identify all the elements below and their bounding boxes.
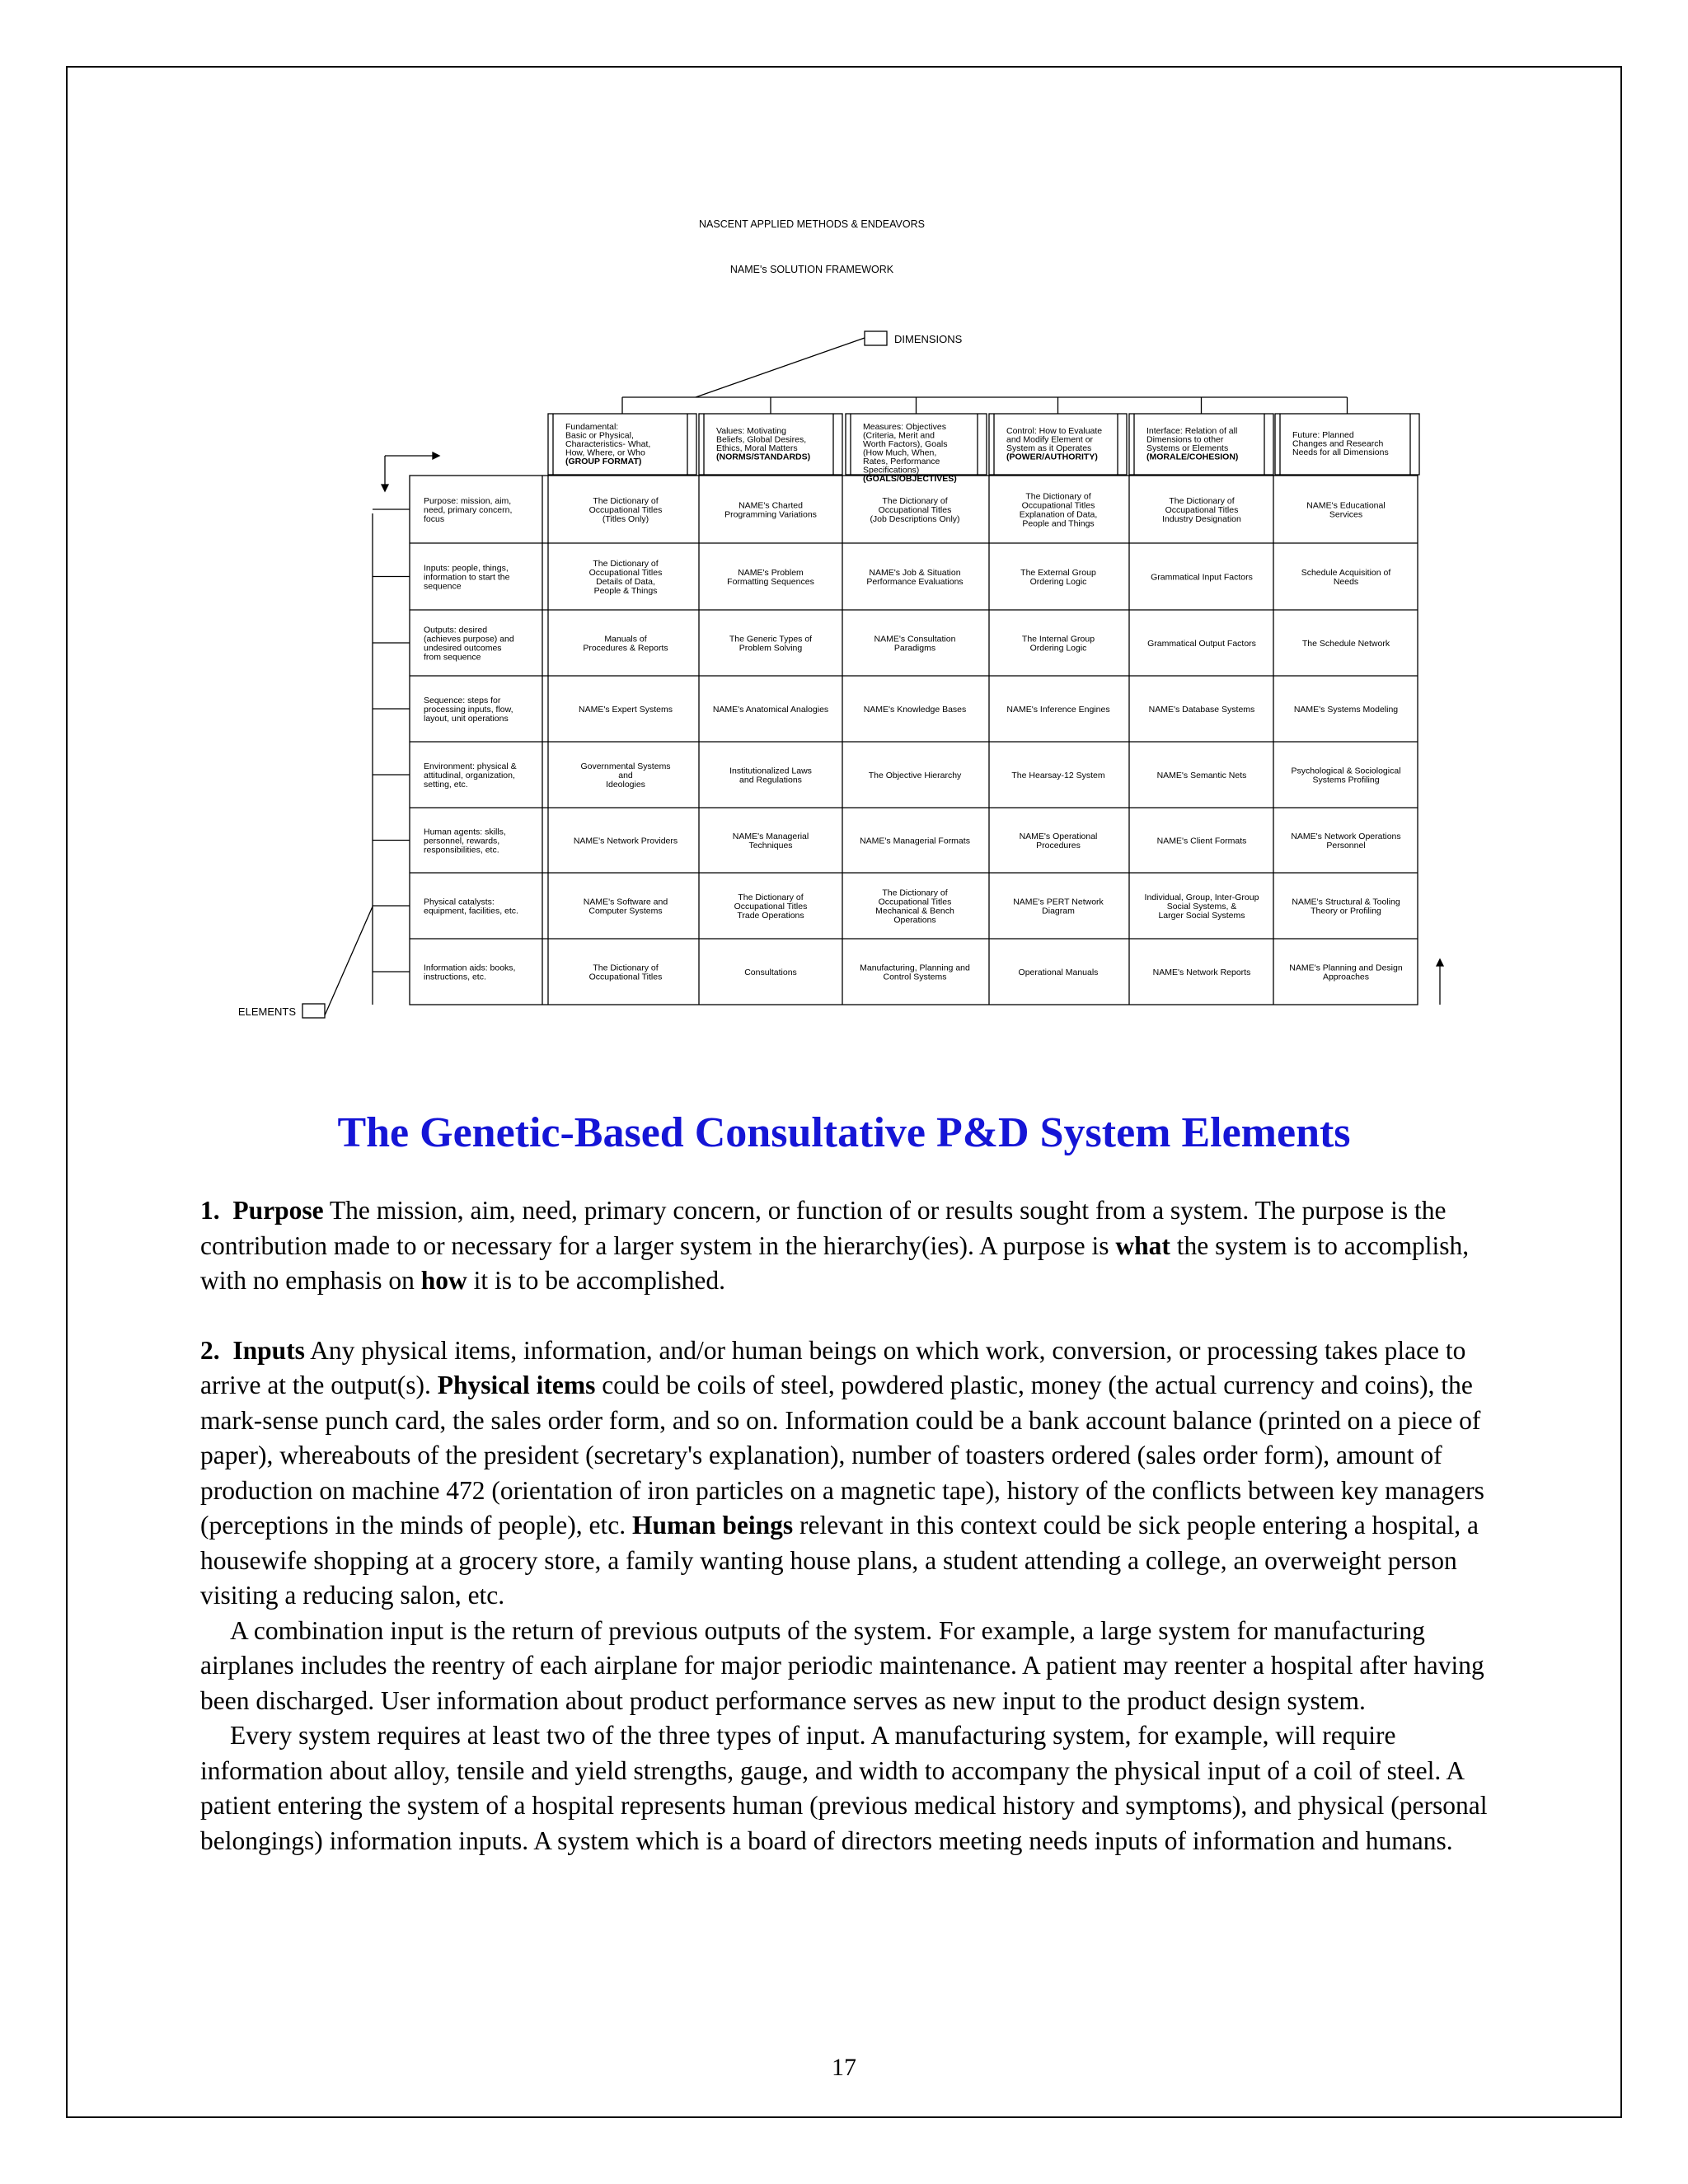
row-label-4: layout, unit operations xyxy=(424,714,509,724)
cell-1-5: Industry Designation xyxy=(1162,514,1241,524)
column-heading-text: (How Much, When, xyxy=(863,448,937,458)
cell-1-2: Programming Variations xyxy=(724,509,817,520)
cell-3-1: Manuals of xyxy=(604,634,647,644)
cell-7-4: Diagram xyxy=(1042,906,1075,916)
column-heading-text: Rates, Performance xyxy=(863,457,940,466)
cell-2-1: Details of Data, xyxy=(596,577,655,587)
cell-1-3: The Dictionary of xyxy=(882,496,948,506)
row-label-3: undesired outcomes xyxy=(424,643,502,654)
column-heading-text: Beliefs, Global Desires, xyxy=(716,434,807,445)
cell-6-6: Personnel xyxy=(1326,841,1366,851)
row-label-2: sequence xyxy=(424,581,462,592)
cell-5-3: The Objective Hierarchy xyxy=(868,771,962,780)
inputs-number: 2. xyxy=(200,1335,220,1365)
cell-8-1: The Dictionary of xyxy=(593,963,659,973)
cell-8-4: Operational Manuals xyxy=(1018,968,1099,977)
cell-1-1: (Titles Only) xyxy=(602,514,649,524)
cell-7-3: Operations xyxy=(893,915,936,926)
cell-2-2: Formatting Sequences xyxy=(727,577,814,587)
cell-7-6: Theory or Profiling xyxy=(1311,906,1381,916)
column-heading-text: Worth Factors), Goals xyxy=(863,439,948,449)
cell-2-1: The Dictionary of xyxy=(593,559,659,569)
cell-6-3: NAME's Managerial Formats xyxy=(860,836,970,846)
cell-7-5: Social Systems, & xyxy=(1166,902,1237,912)
elements-box xyxy=(302,1004,325,1018)
cell-1-4: People and Things xyxy=(1022,518,1095,529)
row-label-6: personnel, rewards, xyxy=(424,836,500,846)
elements-grid xyxy=(410,476,1418,1005)
cell-3-3: NAME's Consultation xyxy=(874,634,956,644)
cell-8-5: NAME's Network Reports xyxy=(1152,968,1251,977)
column-heading-text: Needs for all Dimensions xyxy=(1292,448,1389,457)
purpose-text-b: the system is to accomplish, with no emphasis on xyxy=(200,1230,1470,1295)
purpose-text-c: it is to be accomplished. xyxy=(467,1266,725,1295)
cell-4-2: NAME's Anatomical Analogies xyxy=(712,705,829,715)
row-label-2: Inputs: people, things, xyxy=(424,563,509,574)
elements-label: ELEMENTS xyxy=(237,1005,296,1018)
cell-2-1: People & Things xyxy=(593,586,658,596)
cell-3-6: The Schedule Network xyxy=(1301,639,1390,649)
row-label-4: Sequence: steps for xyxy=(424,696,501,705)
cell-5-6: Systems Profiling xyxy=(1312,775,1380,785)
cell-5-2: and Regulations xyxy=(739,775,802,785)
cell-7-3: The Dictionary of xyxy=(882,888,948,898)
cell-7-3: Mechanical & Bench xyxy=(875,906,954,916)
cell-1-1: Occupational Titles xyxy=(588,505,663,515)
purpose-heading: Purpose xyxy=(232,1196,324,1225)
cell-7-2: Occupational Titles xyxy=(734,902,808,912)
cell-2-4: The External Group xyxy=(1020,568,1096,578)
cell-6-1: NAME's Network Providers xyxy=(573,836,678,846)
column-heading-text: Dimensions to other xyxy=(1146,434,1224,445)
cell-7-5: Individual, Group, Inter-Group xyxy=(1144,893,1259,902)
purpose-text-a: The mission, aim, need, primary concern, or function of or results sought from a system. The purpose is the contribution made to or necessary for a larger system in the hierarchy(ies). A purpose is xyxy=(200,1196,1447,1260)
cell-2-4: Ordering Logic xyxy=(1029,577,1087,587)
diagram-heading-2: NAME's SOLUTION FRAMEWORK xyxy=(729,264,894,275)
column-heading-text: Measures: Objectives xyxy=(863,422,946,432)
cell-6-4: NAME's Operational xyxy=(1019,832,1098,841)
row-label-3: Outputs: desired xyxy=(424,625,488,635)
column-heading-text: Control: How to Evaluate xyxy=(1006,426,1103,436)
elements-pointer xyxy=(325,907,373,1015)
cell-1-4: Occupational Titles xyxy=(1021,500,1095,511)
cell-7-1: Computer Systems xyxy=(588,906,663,916)
dimensions-label: DIMENSIONS xyxy=(894,333,963,345)
cell-3-5: Grammatical Output Factors xyxy=(1147,639,1256,649)
cell-7-4: NAME's PERT Network xyxy=(1013,897,1104,907)
inputs-paragraph-3: Every system requires at least two of the three types of input. A manufacturing system, for example, will require information about alloy, tensile and yield strengths, gauge, and width to accompany the physical input of a coil of steel. A patient entering the system of a hospital represents human (previous medical history and symptoms), and physical (personal belongings) information inputs. A system which is a board of directors meeting needs inputs of information and humans. xyxy=(200,1721,1488,1855)
dimensions-box xyxy=(865,331,887,345)
row-label-8: instructions, etc. xyxy=(424,972,486,982)
arrow-right-icon xyxy=(433,452,439,459)
row-label-1: need, primary concern, xyxy=(424,505,513,515)
purpose-bold-what: what xyxy=(1115,1230,1170,1260)
page-number: 17 xyxy=(832,2054,856,2081)
column-heading-text: Fundamental: xyxy=(565,422,619,432)
row-label-1: focus xyxy=(424,514,445,524)
cell-3-2: Problem Solving xyxy=(738,643,803,654)
cell-1-1: The Dictionary of xyxy=(593,496,659,506)
cell-5-1: Governmental Systems xyxy=(580,762,671,771)
inputs-paragraph-2: A combination input is the return of previous outputs of the system. For example, a large system for manufacturing airplanes includes the reentry of each airplane for major periodic maintenance. A patient may reenter a hospital after having been discharged. User information about product performance serves as new input to the product design system. xyxy=(200,1615,1484,1715)
page-title: The Genetic-Based Consultative P&D System Elements xyxy=(337,1109,1351,1156)
cell-8-6: Approaches xyxy=(1322,972,1370,982)
column-heading-text: How, Where, or Who xyxy=(565,448,645,458)
column-heading-text: Specifications) xyxy=(863,465,920,476)
cell-4-1: NAME's Expert Systems xyxy=(578,705,673,715)
purpose-paragraph xyxy=(200,1193,1503,1299)
row-label-1: Purpose: mission, aim, xyxy=(424,496,512,506)
column-heading-text: System as it Operates xyxy=(1006,443,1092,453)
cell-5-4: The Hearsay-12 System xyxy=(1011,771,1105,780)
cell-7-3: Occupational Titles xyxy=(878,897,952,907)
cell-8-3: Control Systems xyxy=(883,972,947,982)
diagram-heading-1: NASCENT APPLIED METHODS & ENDEAVORS xyxy=(699,218,925,230)
column-heading-category: (GROUP FORMAT) xyxy=(565,457,642,466)
inputs-text-b: could be coils of steel, powdered plastic, money (the actual currency and coins), the mark-sense punch card, the sales order form, and so on. Information could be a bank account balance (printed on a piece of paper), whereabouts of the president (secretary's explanation), number of toasters ordered (sales order form), amount of production on machine 472 (orientation of iron particles on a magnetic tape), history of the conflicts between key managers (perceptions in the minds of people), etc. xyxy=(200,1371,1484,1540)
cell-1-5: The Dictionary of xyxy=(1169,496,1235,506)
column-heading-text: Characteristics- What, xyxy=(565,439,651,449)
purpose-bold-how: how xyxy=(420,1266,467,1295)
column-heading-category: (POWER/AUTHORITY) xyxy=(1006,452,1098,462)
inputs-text-a: Any physical items, information, and/or human beings on which work, conversion, or processing takes place to arrive at the output(s). xyxy=(200,1335,1466,1399)
cell-6-4: Procedures xyxy=(1036,841,1081,851)
row-label-4: processing inputs, flow, xyxy=(424,705,513,715)
cell-4-6: NAME's Systems Modeling xyxy=(1293,705,1399,715)
cell-4-5: NAME's Database Systems xyxy=(1148,705,1255,715)
cell-3-1: Procedures & Reports xyxy=(583,643,668,654)
cell-5-5: NAME's Semantic Nets xyxy=(1156,771,1247,780)
column-heading-text: Changes and Research xyxy=(1292,438,1384,449)
cell-5-6: Psychological & Sociological xyxy=(1291,766,1401,776)
cell-8-6: NAME's Planning and Design xyxy=(1289,963,1403,973)
cell-8-2: Consultations xyxy=(744,968,797,977)
cell-1-3: (Job Descriptions Only) xyxy=(870,514,960,524)
column-heading-text: Interface: Relation of all xyxy=(1146,426,1238,436)
row-label-6: Human agents: skills, xyxy=(424,827,506,837)
cell-7-5: Larger Social Systems xyxy=(1158,911,1245,921)
cell-2-1: Occupational Titles xyxy=(588,568,663,578)
column-heading-text: Future: Planned xyxy=(1292,430,1354,440)
cell-6-2: Techniques xyxy=(748,841,793,851)
column-heading-text: (Criteria, Merit and xyxy=(863,430,935,441)
row-label-5: attitudinal, organization, xyxy=(424,771,515,780)
cell-6-5: NAME's Client Formats xyxy=(1156,836,1247,846)
inputs-heading: Inputs xyxy=(232,1335,305,1365)
row-label-8: Information aids: books, xyxy=(424,963,516,973)
cell-3-2: The Generic Types of xyxy=(729,634,813,644)
row-label-5: Environment: physical & xyxy=(424,762,517,771)
solution-framework-diagram xyxy=(0,0,1688,1038)
row-label-6: responsibilities, etc. xyxy=(424,845,499,855)
cell-7-2: Trade Operations xyxy=(737,911,804,921)
cell-1-6: Services xyxy=(1329,509,1363,520)
cell-2-3: NAME's Job & Situation xyxy=(869,568,961,578)
cell-2-6: Needs xyxy=(1333,577,1359,587)
column-heading-text: Ethics, Moral Matters xyxy=(716,443,798,453)
cell-7-2: The Dictionary of xyxy=(738,893,804,902)
cell-1-4: Explanation of Data, xyxy=(1019,509,1098,520)
cell-1-3: Occupational Titles xyxy=(878,505,952,515)
cell-3-4: The Internal Group xyxy=(1021,634,1095,644)
row-label-7: Physical catalysts: xyxy=(424,897,495,907)
cell-7-1: NAME's Software and xyxy=(583,897,668,907)
purpose-number: 1. xyxy=(200,1196,220,1225)
cell-2-3: Performance Evaluations xyxy=(866,577,964,587)
cell-1-6: NAME's Educational xyxy=(1306,500,1386,511)
row-label-2: information to start the xyxy=(424,572,510,583)
cell-3-4: Ordering Logic xyxy=(1029,643,1087,654)
column-heading-text: Systems or Elements xyxy=(1146,443,1229,453)
inputs-paragraph xyxy=(200,1333,1503,1614)
inputs-bold-human: Human beings xyxy=(631,1511,794,1540)
row-label-7: equipment, facilities, etc. xyxy=(424,906,518,916)
column-heading-text: Values: Motivating xyxy=(716,426,787,436)
column-heading-category: (GOALS/OBJECTIVES) xyxy=(863,474,957,484)
cell-5-1: and xyxy=(618,771,633,780)
arrow-up-icon xyxy=(1437,959,1443,966)
cell-8-3: Manufacturing, Planning and xyxy=(860,963,970,973)
row-label-5: setting, etc. xyxy=(424,780,468,790)
cell-1-2: NAME's Charted xyxy=(738,500,803,511)
arrow-down-icon xyxy=(382,485,388,491)
cell-5-2: Institutionalized Laws xyxy=(729,766,812,776)
cell-1-4: The Dictionary of xyxy=(1025,491,1091,502)
cell-2-5: Grammatical Input Factors xyxy=(1151,572,1253,583)
column-heading-text: Basic or Physical, xyxy=(565,430,634,441)
cell-5-1: Ideologies xyxy=(606,780,645,790)
cell-3-3: Paradigms xyxy=(893,643,936,654)
row-label-3: (achieves purpose) and xyxy=(424,634,514,644)
inputs-text-c: relevant in this context could be sick people entering a hospital, a housewife shopping at a grocery store, a family wanting house plans, a student attending a college, an overweight person visiting a reducing salon, etc. xyxy=(200,1511,1479,1610)
inputs-bold-physical: Physical items xyxy=(437,1371,596,1399)
column-heading-category: (MORALE/COHESION) xyxy=(1146,452,1239,462)
cell-4-3: NAME's Knowledge Bases xyxy=(863,705,967,715)
cell-2-2: NAME's Problem xyxy=(738,568,804,578)
cell-6-2: NAME's Managerial xyxy=(732,832,809,841)
cell-6-6: NAME's Network Operations xyxy=(1291,832,1401,841)
cell-8-1: Occupational Titles xyxy=(588,972,663,982)
dimensions-pointer xyxy=(696,338,865,397)
cell-2-6: Schedule Acquisition of xyxy=(1301,568,1391,578)
row-label-3: from sequence xyxy=(424,652,481,663)
column-heading-text: and Modify Element or xyxy=(1006,434,1094,445)
body-text xyxy=(200,1193,1503,1858)
cell-4-4: NAME's Inference Engines xyxy=(1006,705,1110,715)
cell-7-6: NAME's Structural & Tooling xyxy=(1292,897,1400,907)
cell-1-5: Occupational Titles xyxy=(1165,505,1239,515)
column-heading-category: (NORMS/STANDARDS) xyxy=(716,452,811,462)
